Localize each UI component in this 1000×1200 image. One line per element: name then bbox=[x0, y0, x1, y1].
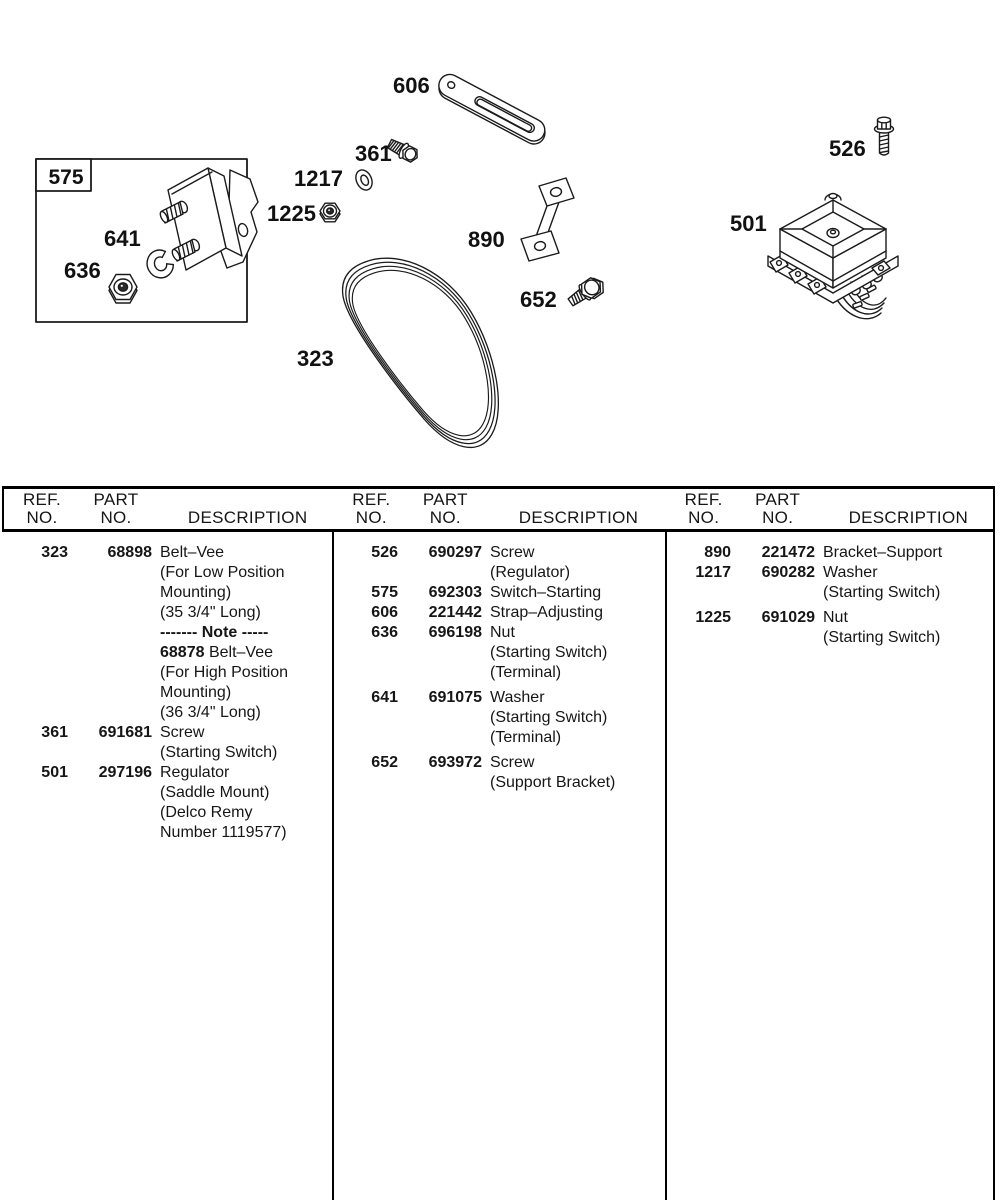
ref-no-cell: 1217 bbox=[695, 564, 731, 581]
description-line: (Saddle Mount) bbox=[160, 784, 270, 801]
part-no-cell: 696198 bbox=[428, 624, 482, 641]
support-bracket-drawing bbox=[521, 178, 574, 261]
description-line: (Starting Switch) bbox=[490, 709, 608, 726]
description-line: Regulator bbox=[160, 764, 230, 781]
description-line: Belt–Vee bbox=[160, 544, 225, 561]
part-no-header: PART NO. bbox=[93, 490, 139, 527]
description-line: Screw bbox=[490, 754, 535, 771]
description-line: 68878 Belt–Vee bbox=[160, 644, 273, 661]
table-header-column bbox=[666, 491, 993, 529]
ref-no-cell: 323 bbox=[41, 544, 68, 561]
description-line: ------- Note ----- bbox=[160, 624, 269, 641]
ref-no-cell: 652 bbox=[371, 754, 398, 771]
description-line: Number 1119577) bbox=[160, 824, 287, 841]
table-right-border bbox=[993, 486, 995, 1200]
description-line: (Terminal) bbox=[490, 729, 562, 746]
washer-drawing-1217 bbox=[353, 167, 375, 192]
table-row bbox=[665, 563, 993, 603]
description-line: Washer bbox=[490, 689, 545, 706]
description-header: DESCRIPTION bbox=[848, 508, 969, 527]
part-no-cell: 690297 bbox=[428, 544, 482, 561]
description-line: (Terminal) bbox=[490, 664, 562, 681]
ref-no-cell: 641 bbox=[371, 689, 398, 706]
table-header-column bbox=[333, 491, 665, 529]
ref-no-cell: 575 bbox=[371, 584, 398, 601]
part-no-cell: 693972 bbox=[428, 754, 482, 771]
part-no-cell: 297196 bbox=[98, 764, 152, 781]
callout-label-526: 526 bbox=[829, 136, 866, 161]
description-line: Screw bbox=[160, 724, 205, 741]
part-no-cell: 691029 bbox=[761, 609, 815, 626]
nut-drawing-1225 bbox=[320, 203, 340, 222]
part-no-cell: 690282 bbox=[761, 564, 815, 581]
table-header bbox=[2, 486, 993, 532]
description-line: (Delco Remy bbox=[160, 804, 253, 821]
table-row bbox=[2, 763, 332, 843]
table-row bbox=[332, 753, 665, 793]
ref-no-cell: 636 bbox=[371, 624, 398, 641]
description-line: Bracket–Support bbox=[823, 544, 943, 561]
table-row bbox=[2, 723, 332, 763]
callout-label-575: 575 bbox=[48, 166, 84, 189]
callout-label-361: 361 bbox=[355, 141, 392, 166]
callout-label-652: 652 bbox=[520, 287, 557, 312]
part-no-cell: 221472 bbox=[761, 544, 815, 561]
description-line: (Starting Switch) bbox=[823, 584, 941, 601]
table-header-column bbox=[4, 491, 333, 529]
description-line: Nut bbox=[490, 624, 515, 641]
description-line: Screw bbox=[490, 544, 535, 561]
description-line: (Support Bracket) bbox=[490, 774, 616, 791]
description-line: (For High Position bbox=[160, 664, 289, 681]
screw-drawing-526 bbox=[875, 117, 894, 155]
nut-drawing-636 bbox=[109, 275, 137, 304]
description-line: Nut bbox=[823, 609, 848, 626]
callout-label-501: 501 bbox=[730, 211, 767, 236]
table-column-1 bbox=[2, 534, 332, 1200]
description-line: (35 3/4" Long) bbox=[160, 604, 261, 621]
part-no-cell: 221442 bbox=[428, 604, 482, 621]
description-line: Mounting) bbox=[160, 684, 232, 701]
table-row bbox=[332, 603, 665, 623]
exploded-parts-diagram bbox=[0, 0, 1000, 485]
table-column-2 bbox=[332, 534, 665, 1200]
description-line: (36 3/4" Long) bbox=[160, 704, 261, 721]
part-no-header: PART NO. bbox=[422, 490, 468, 527]
ref-no-cell: 361 bbox=[41, 724, 68, 741]
description-line: (Starting Switch) bbox=[490, 644, 608, 661]
part-no-header: PART NO. bbox=[755, 490, 801, 527]
callout-label-1225: 1225 bbox=[267, 201, 316, 226]
description-header: DESCRIPTION bbox=[518, 508, 639, 527]
callout-label-606: 606 bbox=[393, 73, 430, 98]
table-row bbox=[332, 623, 665, 683]
description-line: Mounting) bbox=[160, 584, 232, 601]
table-column-3 bbox=[665, 534, 993, 1200]
description-line: Switch–Starting bbox=[490, 584, 602, 601]
description-line: (Regulator) bbox=[490, 564, 571, 581]
callout-label-641: 641 bbox=[104, 226, 141, 251]
ref-no-header: REF. NO. bbox=[352, 490, 391, 527]
part-no-cell: 692303 bbox=[428, 584, 482, 601]
callout-label-636: 636 bbox=[64, 258, 101, 283]
table-row bbox=[2, 543, 332, 723]
ref-no-cell: 1225 bbox=[695, 609, 731, 626]
description-header: DESCRIPTION bbox=[187, 508, 308, 527]
table-row bbox=[665, 608, 993, 648]
table-body bbox=[2, 534, 993, 1200]
ref-no-cell: 606 bbox=[371, 604, 398, 621]
ref-no-cell: 890 bbox=[704, 544, 731, 561]
part-no-cell: 691681 bbox=[98, 724, 152, 741]
part-no-cell: 691075 bbox=[428, 689, 482, 706]
ref-no-cell: 501 bbox=[41, 764, 68, 781]
part-no-cell: 68898 bbox=[107, 544, 152, 561]
callout-label-323: 323 bbox=[297, 346, 334, 371]
ref-no-cell: 526 bbox=[371, 544, 398, 561]
adjusting-strap-drawing bbox=[434, 71, 550, 148]
ref-no-header: REF. NO. bbox=[22, 490, 62, 527]
table-row bbox=[332, 688, 665, 748]
table-row bbox=[332, 543, 665, 583]
ref-no-header: REF. NO. bbox=[684, 490, 723, 527]
table-row bbox=[332, 583, 665, 603]
screw-drawing-652 bbox=[565, 273, 607, 311]
v-belt-drawing bbox=[343, 258, 499, 447]
description-line: Strap–Adjusting bbox=[490, 604, 603, 621]
table-row bbox=[665, 543, 993, 563]
description-line: Washer bbox=[823, 564, 878, 581]
starting-switch-drawing bbox=[159, 168, 258, 270]
regulator-drawing bbox=[768, 194, 898, 319]
description-line: (Starting Switch) bbox=[160, 744, 278, 761]
description-line: (Starting Switch) bbox=[823, 629, 941, 646]
callout-label-890: 890 bbox=[468, 227, 505, 252]
callout-label-1217: 1217 bbox=[294, 166, 343, 191]
description-line: (For Low Position bbox=[160, 564, 285, 581]
